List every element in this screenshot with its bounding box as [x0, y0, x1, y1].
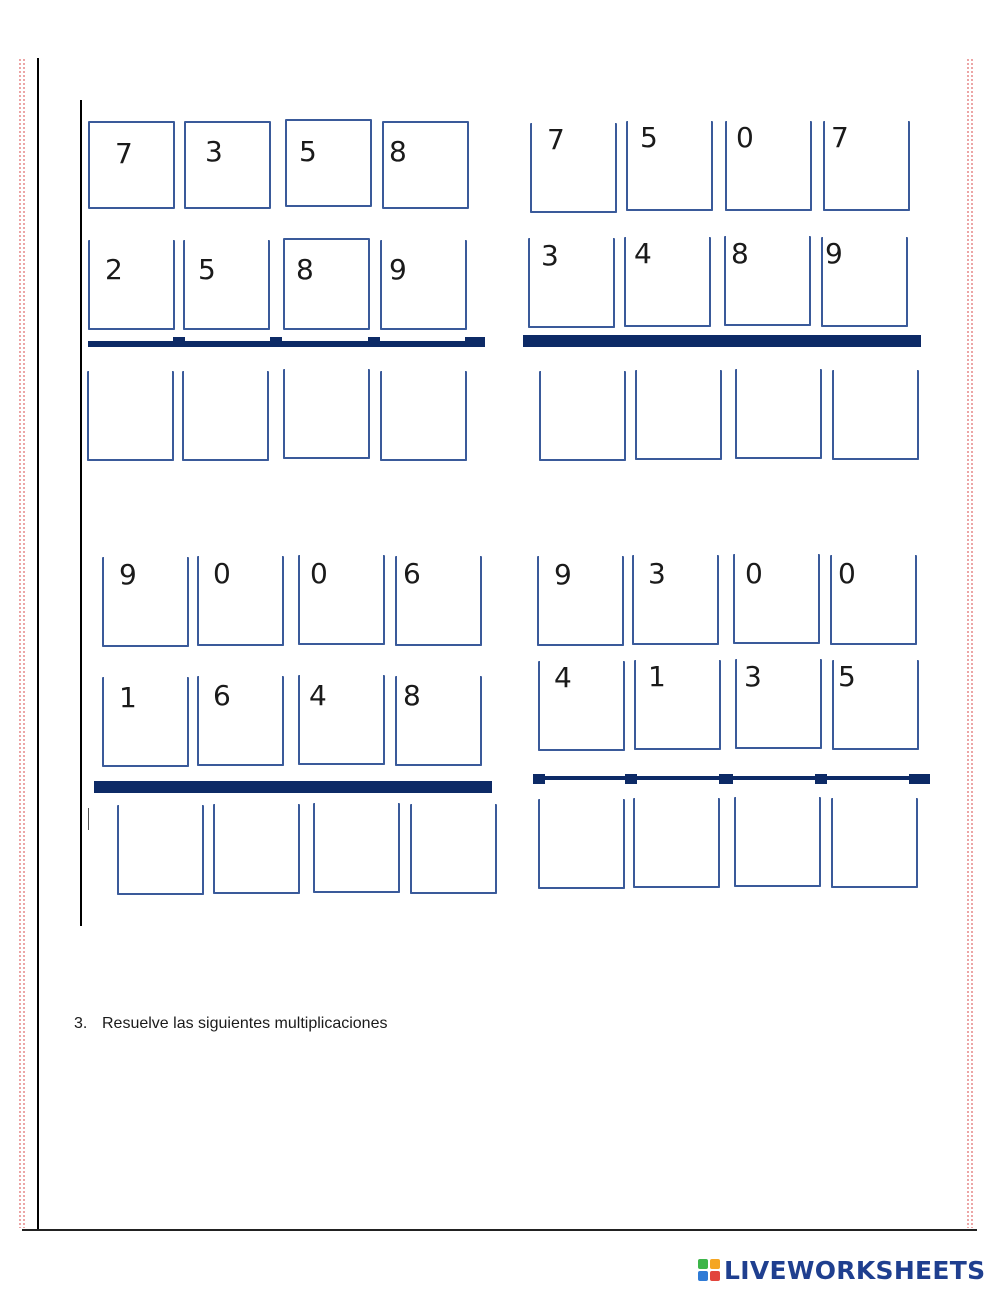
- digit: 4: [309, 679, 327, 712]
- digit: 9: [119, 558, 137, 591]
- line-tick: [465, 337, 485, 347]
- answer-box[interactable]: [635, 370, 722, 460]
- page-margin-line: [37, 58, 39, 1231]
- logo-square: [710, 1259, 720, 1269]
- digit: 4: [554, 661, 572, 694]
- logo-square: [710, 1271, 720, 1281]
- stray-mark: [88, 808, 89, 830]
- digit: 4: [634, 237, 652, 270]
- digit-box: [632, 555, 719, 645]
- digit: 3: [541, 239, 559, 272]
- subtraction-line: [94, 781, 492, 793]
- line-tick: [719, 774, 733, 784]
- digit: 5: [838, 660, 856, 693]
- page-border-left: [18, 58, 27, 1228]
- digit-box: [197, 676, 284, 766]
- digit-box: [183, 240, 270, 330]
- answer-box[interactable]: [87, 371, 174, 461]
- line-tick: [625, 774, 637, 784]
- digit-box: [102, 677, 189, 767]
- digit: 2: [105, 253, 123, 286]
- digit: 0: [213, 557, 231, 590]
- digit: 5: [640, 121, 658, 154]
- logo-square: [698, 1271, 708, 1281]
- answer-box[interactable]: [380, 371, 467, 461]
- line-tick: [368, 337, 380, 347]
- answer-box[interactable]: [213, 804, 300, 894]
- answer-box[interactable]: [182, 371, 269, 461]
- digit: 9: [825, 237, 843, 270]
- digit: 0: [310, 557, 328, 590]
- line-tick: [173, 337, 185, 347]
- answer-box[interactable]: [313, 803, 400, 893]
- liveworksheets-logo-icon: [698, 1259, 720, 1281]
- digit-box: [184, 121, 271, 209]
- answer-box[interactable]: [117, 805, 204, 895]
- answer-box[interactable]: [734, 797, 821, 887]
- digit: 7: [115, 137, 133, 170]
- instruction: [74, 1015, 387, 1033]
- digit: 0: [745, 557, 763, 590]
- answer-box[interactable]: [539, 371, 626, 461]
- digit: 6: [403, 557, 421, 590]
- digit: 8: [296, 253, 314, 286]
- digit: 5: [299, 135, 317, 168]
- exercise-divider-line: [80, 100, 82, 926]
- digit: 3: [744, 660, 762, 693]
- digit: 8: [731, 237, 749, 270]
- answer-box[interactable]: [832, 370, 919, 460]
- digit-box: [197, 556, 284, 646]
- answer-box[interactable]: [538, 799, 625, 889]
- logo-square: [698, 1259, 708, 1269]
- instruction-number: 3.: [74, 1015, 88, 1032]
- digit: 7: [831, 121, 849, 154]
- answer-box[interactable]: [735, 369, 822, 459]
- subtraction-line: [523, 335, 921, 347]
- brand-name: LIVEWORKSHEETS: [724, 1255, 986, 1285]
- digit: 8: [403, 679, 421, 712]
- page-border-right: [966, 58, 975, 1228]
- line-tick: [533, 774, 545, 784]
- instruction-text: Resuelve las siguientes multiplicaciones: [102, 1015, 388, 1032]
- digit: 9: [389, 253, 407, 286]
- digit: 1: [648, 660, 666, 693]
- digit: 9: [554, 558, 572, 591]
- digit: 8: [389, 135, 407, 168]
- answer-box[interactable]: [283, 369, 370, 459]
- digit: 6: [213, 679, 231, 712]
- digit: 7: [547, 123, 565, 156]
- digit-box: [530, 123, 617, 213]
- answer-box[interactable]: [831, 798, 918, 888]
- page-bottom-line: [22, 1229, 977, 1231]
- line-tick: [270, 337, 282, 347]
- digit: 5: [198, 253, 216, 286]
- footer-logo: [698, 1254, 985, 1286]
- answer-box[interactable]: [410, 804, 497, 894]
- digit: 1: [119, 681, 137, 714]
- digit-box: [538, 661, 625, 751]
- line-tick: [909, 774, 930, 784]
- subtraction-line: [88, 341, 485, 347]
- digit-box: [88, 240, 175, 330]
- digit-box: [102, 557, 189, 647]
- digit: 0: [736, 121, 754, 154]
- line-tick: [815, 774, 827, 784]
- digit: 0: [838, 557, 856, 590]
- answer-box[interactable]: [633, 798, 720, 888]
- digit: 3: [648, 557, 666, 590]
- digit-box: [537, 556, 624, 646]
- digit: 3: [205, 135, 223, 168]
